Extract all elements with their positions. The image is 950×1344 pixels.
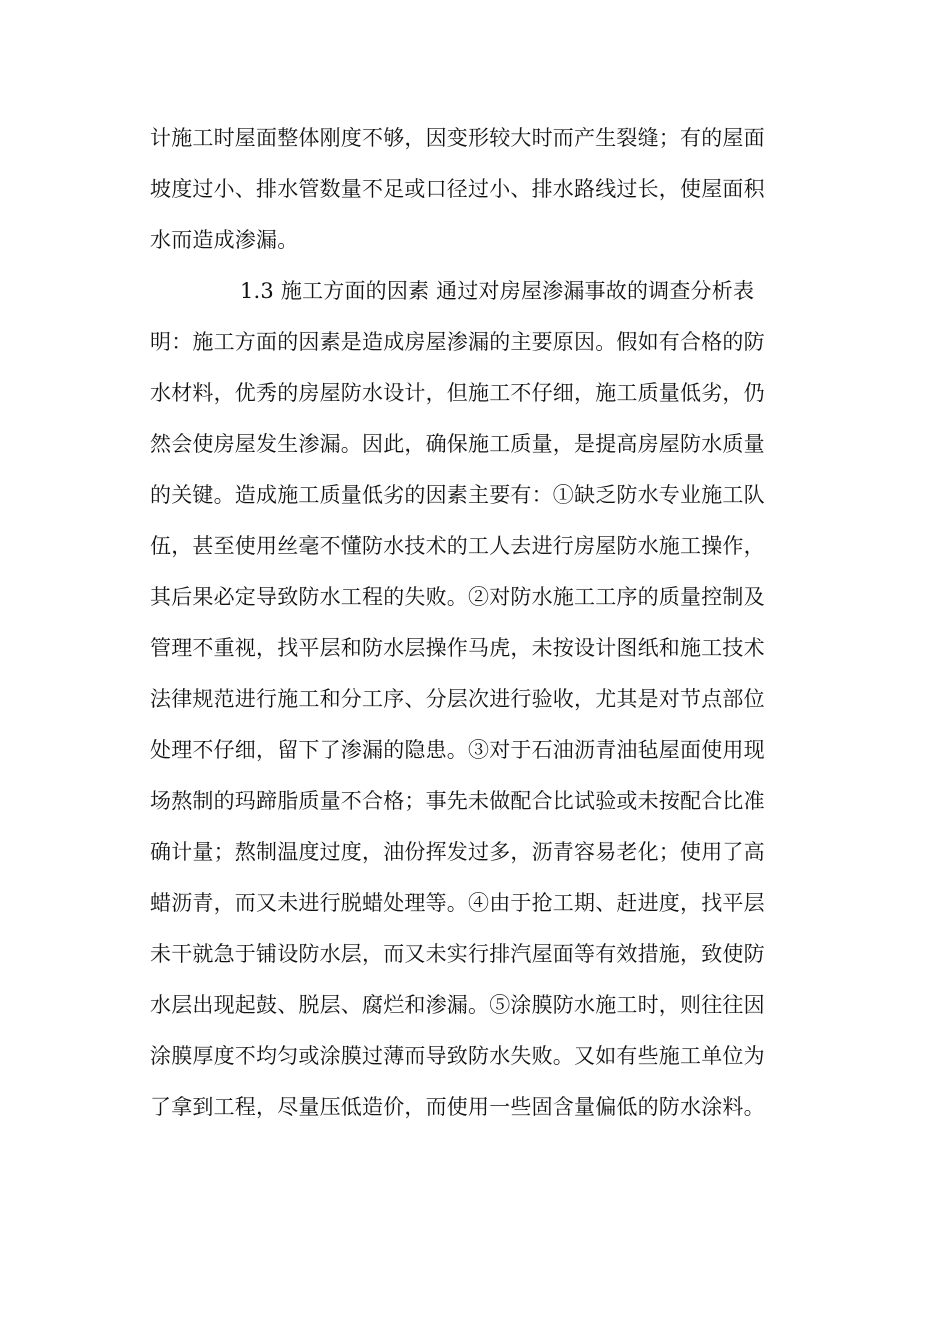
text-line-16: 蜡沥青，而又未进行脱蜡处理等。④由于抢工期、赶进度，找平层	[150, 891, 765, 915]
text-line-6: 水材料，优秀的房屋防水设计，但施工不仔细，施工质量低劣，仍	[150, 381, 765, 405]
text-line-14: 场熬制的玛蹄脂质量不合格；事先未做配合比试验或未按配合比准	[150, 789, 765, 813]
text-line-10: 其后果必定导致防水工程的失败。②对防水施工工序的质量控制及	[150, 585, 765, 609]
text-line-11: 管理不重视，找平层和防水层操作马虎，未按设计图纸和施工技术	[150, 636, 765, 660]
text-line-15: 确计量；熬制温度过度，油份挥发过多，沥青容易老化；使用了高	[150, 840, 765, 864]
text-line-9: 伍，甚至使用丝毫不懂防水技术的工人去进行房屋防水施工操作，	[150, 534, 765, 558]
text-line-7: 然会使房屋发生渗漏。因此，确保施工质量，是提高房屋防水质量	[150, 432, 765, 456]
text-line-3: 水而造成渗漏。	[150, 228, 299, 252]
text-line-1: 计施工时屋面整体刚度不够，因变形较大时而产生裂缝；有的屋面	[150, 126, 765, 150]
text-line-8: 的关键。造成施工质量低劣的因素主要有：①缺乏防水专业施工队	[150, 483, 765, 507]
text-line-18: 水层出现起鼓、脱层、腐烂和渗漏。⑤涂膜防水施工时，则往往因	[150, 993, 765, 1017]
text-line-2: 坡度过小、排水管数量不足或口径过小、排水路线过长，使屋面积	[150, 177, 765, 201]
text-line-20: 了拿到工程，尽量压低造价，而使用一些固含量偏低的防水涂料。	[150, 1095, 765, 1119]
text-line-17: 未干就急于铺设防水层，而又未实行排汽屋面等有效措施，致使防	[150, 942, 765, 966]
text-line-5: 明：施工方面的因素是造成房屋渗漏的主要原因。假如有合格的防	[150, 330, 765, 354]
text-line-13: 处理不仔细，留下了渗漏的隐患。③对于石油沥青油毡屋面使用现	[150, 738, 765, 762]
text-line-12: 法律规范进行施工和分工序、分层次进行验收，尤其是对节点部位	[150, 687, 765, 711]
section-heading-line: 1.3 施工方面的因素 通过对房屋渗漏事故的调查分析表	[240, 279, 755, 303]
text-line-19: 涂膜厚度不均匀或涂膜过薄而导致防水失败。又如有些施工单位为	[150, 1044, 765, 1068]
